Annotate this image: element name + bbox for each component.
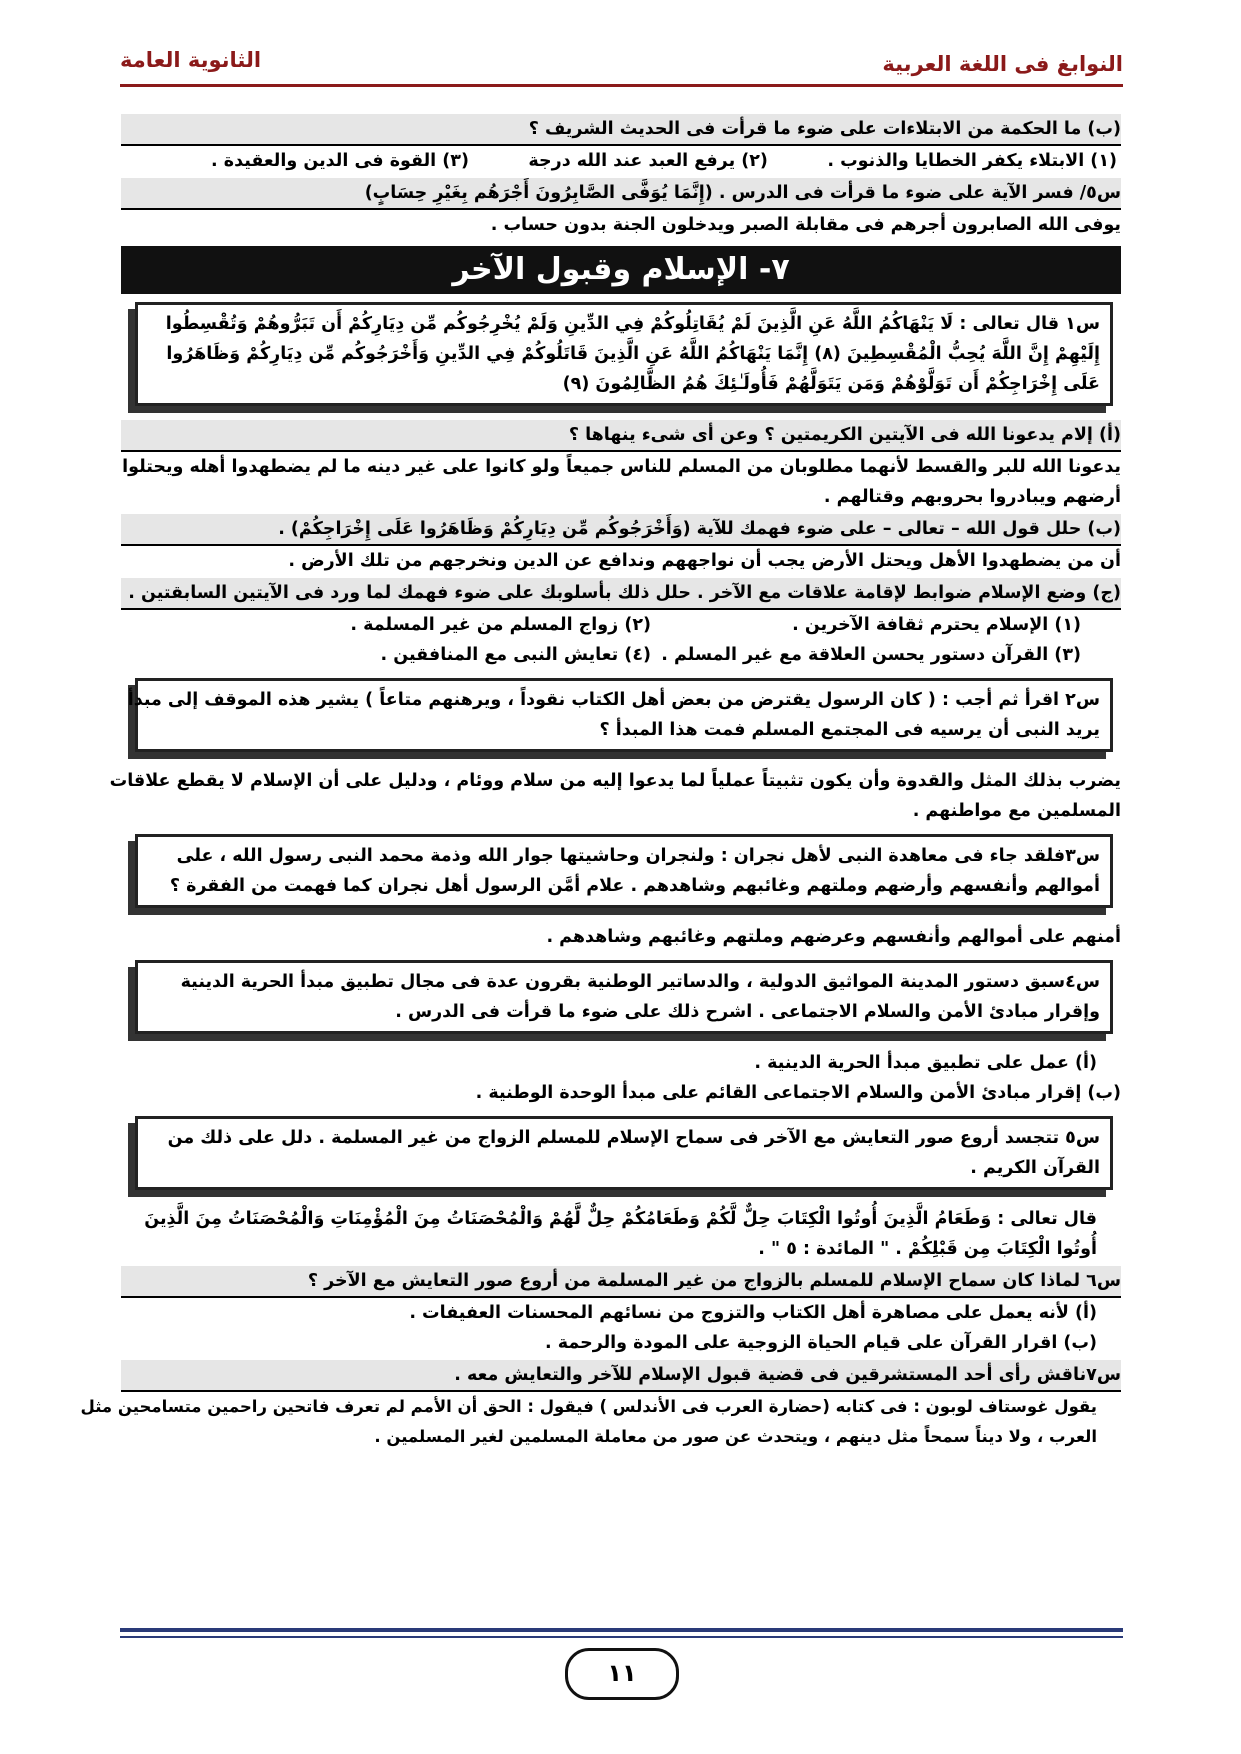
question-3-box: [135, 834, 1113, 908]
question-1-line-1: س١ قال تعالى : لَا يَنْهَاكُمُ اللَّهُ عَنِ الَّذِينَ لَمْ يُقَاتِلُوكُمْ فِي الدِّينِ وَلَمْ يُخْرِجُوكُم مِّن دِيَارِكُمْ أَن تَبَرُّوهُمْ وَتُقْسِطُوا: [165, 314, 1100, 334]
answer-2-line-1: يضرب بذلك المثل والقدوة وأن يكون تثبيتاً عملياً لما يدعوا إليه من سلام ووئام ، ودليل على أن الإسلام لا يقطع علاقات: [109, 771, 1121, 791]
question-1b-heading: (ب) حلل قول الله – تعالى – على ضوء فهمك للآية (وَأَخْرَجُوكُم مِّن دِيَارِكُمْ وَظَاهَرُوا عَلَى إِخْرَاجِكُمْ) .: [121, 514, 1121, 546]
question-b-heading: (ب) ما الحكمة من الابتلاءات على ضوء ما قرأت فى الحديث الشريف ؟: [121, 114, 1121, 146]
question-6-heading: س٦ لماذا كان سماح الإسلام للمسلم بالزواج من غير المسلمة من أروع صور التعايش مع الآخر ؟: [121, 1266, 1121, 1298]
question-1-line-3: عَلَى إِخْرَاجِكُمْ أَن تَوَلَّوْهُمْ وَمَن يَتَوَلَّهُمْ فَأُولَـٰئِكَ هُمُ الظَّالِمُونَ (٩): [562, 374, 1100, 394]
page-header: [120, 46, 1123, 86]
header-book-title: النوابغ فى اللغة العربية: [882, 52, 1123, 76]
answer-4a: (أ) عمل على تطبيق مبدأ الحرية الدينية .: [754, 1053, 1097, 1073]
answer-1c-row-1: [121, 610, 1121, 640]
answer-3: أمنهم على أموالهم وأنفسهم وعرضهم وملتهم وغائبهم وشاهدهم .: [546, 927, 1121, 947]
answer-1c-item-2: (٢) زواج المسلم من غير المسلمة .: [350, 615, 651, 635]
question-1a-heading: (أ) إلام يدعونا الله فى الآيتين الكريمتين ؟ وعن أى شىء ينهاها ؟: [121, 420, 1121, 452]
answer-6a: (أ) لأنه يعمل على مصاهرة أهل الكتاب والتزوج من نسائهم المحسنات العفيفات .: [409, 1303, 1097, 1323]
answer-5-line-2: أُوتُوا الْكِتَابَ مِن قَبْلِكُمْ . " المائدة : ٥ " .: [758, 1239, 1097, 1259]
answer-1a-line-1: يدعونا الله للبر والقسط لأنهما مطلوبان من المسلم للناس جميعاً ولو كانوا على غير دينه ما لم يضطهدوا أهله ويحتلوا: [122, 457, 1121, 477]
answer-4b: (ب) إقرار مبادئ الأمن والسلام الاجتماعى القائم على مبدأ الوحدة الوطنية .: [475, 1083, 1121, 1103]
answer-1b: أن من يضطهدوا الأهل ويحتل الأرض يجب أن نواجههم وندافع عن الدين ونخرجهم من تلك الأرض .: [288, 551, 1121, 571]
question-4-line-2: وإقرار مبادئ الأمن والسلام الاجتماعى . اشرح ذلك على ضوء ما قرأت فى الدرس .: [395, 1002, 1100, 1022]
answer-1c-item-4: (٤) تعايش النبى مع المنافقين .: [380, 645, 651, 665]
answer-1a-line-2: أرضهم ويبادروا بحروبهم وقتالهم .: [823, 487, 1121, 507]
question-3-line-2: أموالهم وأنفسهم وأرضهم وملتهم وغائبهم وشاهدهم . علام أمَّن الرسول أهل نجران كما فهمت من الفقرة ؟: [169, 876, 1100, 896]
answer-5-line-1: قال تعالى : وَطَعَامُ الَّذِينَ أُوتُوا الْكِتَابَ حِلٌّ لَّكُمْ وَطَعَامُكُمْ حِلٌّ لَّهُمْ وَالْمُحْصَنَاتُ مِنَ الْمُؤْمِنَاتِ وَالْمُحْصَنَاتُ مِنَ الَّذِينَ: [144, 1209, 1097, 1229]
question-5-line-2: القرآن الكريم .: [970, 1158, 1100, 1178]
lesson-title: ٧- الإسلام وقبول الآخر: [121, 246, 1121, 294]
footer-divider-thin: [120, 1636, 1123, 1638]
answer-option-2: (٢) يرفع العبد عند الله درجة: [528, 151, 768, 171]
answer-5: يوفى الله الصابرون أجرهم فى مقابلة الصبر ويدخلون الجنة بدون حساب .: [490, 215, 1121, 235]
question-1-box: [135, 302, 1113, 406]
footer-divider-thick: [120, 1628, 1123, 1632]
answer-1c-row-2: [121, 640, 1121, 670]
question-4-box: [135, 960, 1113, 1034]
answer-option-1: (١) الابتلاء يكفر الخطايا والذنوب .: [827, 151, 1117, 171]
question-2-line-2: يريد النبى أن يرسيه فى المجتمع المسلم فمت هذا المبدأ ؟: [599, 720, 1100, 740]
answer-1c-item-1: (١) الإسلام يحترم ثقافة الآخرين .: [792, 615, 1081, 635]
answer-7-line-2: العرب ، ولا ديناً سمحاً مثل دينهم ، ويتحدث عن صور من معاملة المسلمين لغير المسلمين .: [374, 1427, 1097, 1446]
answer-6b: (ب) اقرار القرآن على قيام الحياة الزوجية على المودة والرحمة .: [545, 1333, 1097, 1353]
question-3-line-1: س٣فلقد جاء فى معاهدة النبى لأهل نجران : ولنجران وحاشيتها جوار الله وذمة محمد النبى رسول الله ، على: [176, 846, 1100, 866]
question-2-box: [127, 678, 1113, 752]
question-5-line-1: س٥ تتجسد أروع صور التعايش مع الآخر فى سماح الإسلام للمسلم الزواج من غير المسلمة . دلل على ذلك من: [167, 1128, 1100, 1148]
question-4-line-1: س٤سبق دستور المدينة المواثيق الدولية ، والدساتير الوطنية بقرون عدة فى مجال تطبيق مبدأ الحرية الدينية: [180, 972, 1100, 992]
page-number: ١١: [565, 1648, 679, 1700]
header-divider: [120, 84, 1123, 87]
answer-option-3: (٣) القوة فى الدين والعقيدة .: [211, 151, 469, 171]
question-1-line-2: إِلَيْهِمْ إِنَّ اللَّهَ يُحِبُّ الْمُقْسِطِينَ (٨) إِنَّمَا يَنْهَاكُمُ اللَّهُ عَنِ الَّذِينَ قَاتَلُوكُمْ فِي الدِّينِ وَأَخْرَجُوكُم مِّن دِيَارِكُمْ وَظَاهَرُوا: [166, 344, 1100, 364]
page-content: [80, 112, 1121, 1452]
answer-2-line-2: المسلمين مع مواطنهم .: [912, 801, 1121, 821]
answer-options-row: [121, 146, 1121, 176]
question-2-line-1: س٢ اقرأ ثم أجب : ( كان الرسول يقترض من بعض أهل الكتاب نقوداً ، ويرهنهم متاعاً ) يشير هذه الموقف إلى مبدأ: [127, 690, 1100, 710]
question-7-heading: س٧ناقش رأى أحد المستشرقين فى قضية قبول الإسلام للآخر والتعايش معه .: [121, 1360, 1121, 1392]
question-5-heading: س٥/ فسر الآية على ضوء ما قرأت فى الدرس . (إِنَّمَا يُوَفَّى الصَّابِرُونَ أَجْرَهُم بِغَيْرِ حِسَابٍ): [121, 178, 1121, 210]
question-5-box: [135, 1116, 1113, 1190]
question-1c-heading: (ج) وضع الإسلام ضوابط لإقامة علاقات مع الآخر . حلل ذلك بأسلوبك على ضوء فهمك لما ورد فى الآيتين السابقتين .: [121, 578, 1121, 610]
answer-7-line-1: يقول غوستاف لوبون : فى كتابه (حضارة العرب فى الأندلس ) فيقول : الحق أن الأمم لم تعرف فاتحين راحمين متسامحين مثل: [80, 1397, 1097, 1416]
answer-1c-item-3: (٣) القرآن دستور يحسن العلاقة مع غير المسلم .: [661, 645, 1081, 665]
header-grade-title: الثانوية العامة: [120, 48, 262, 72]
